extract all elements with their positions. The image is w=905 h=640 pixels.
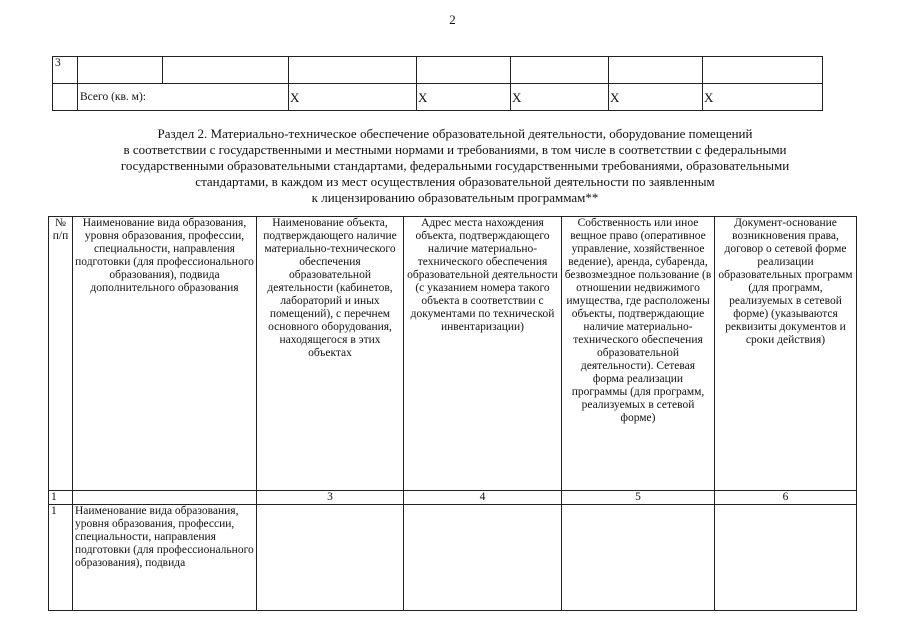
col-header-document: Документ-основание возникновения права, договор о сетевой форме реализации образовательных программ (для программ, реализуемых в сетевой форме) (указываются реквизиты документов и сроки действия) [715,217,857,491]
table-header-row [49,217,857,491]
material-support-table [48,216,857,611]
col-header-program: Наименование вида образования, уровня образования, профессии, специальности, направления подготовки (для профессионального образования), подвида дополнительного образования [73,217,257,491]
row-number: 3 [53,57,78,84]
col-header-object: Наименование объекта, подтверждающего наличие материально-технического обеспечения образовательной деятельности (кабинетов, лабораторий и иных помещений), с перечнем основного оборудования, находящегося в этих объектах [257,217,404,491]
x-mark: Х [289,84,417,111]
table-row [49,505,857,611]
area-summary-table [52,56,823,111]
column-number: 3 [257,491,404,505]
heading-line: в соответствии с государственными и местными нормами и требованиями, в том числе в соответствии с федеральными [123,142,787,157]
col-header-ownership: Собственность или иное вещное право (оперативное управление, хозяйственное ведение), аренда, субаренда, безвозмездное пользование (в отношении недвижимого имущества, где расположены объекты, подтверждающие наличие материально-технического обеспечения образовательной деятельности). Сетевая форма реализации программы (для программ, реализуемых в сетевой форме) [562,217,715,491]
heading-line: стандартами, в каждом из мест осуществления образовательной деятельности по заявленным [195,174,715,189]
row-number: 1 [49,505,73,611]
table-row-total [53,84,823,111]
heading-line: государственными образовательными стандартами, федеральными государственными требованиями, образовательными [120,158,790,173]
column-number: 4 [404,491,562,505]
x-mark: Х [609,84,703,111]
heading-line: к лицензированию образовательным программам** [311,190,599,205]
x-mark: Х [511,84,609,111]
col-header-number: № п/п [49,217,73,491]
x-mark: Х [417,84,511,111]
column-number-row [49,491,857,505]
page-number: 2 [449,12,456,27]
heading-line: Раздел 2. Материально-техническое обеспечение образовательной деятельности, оборудование помещений [157,126,753,141]
row-program-name: Наименование вида образования, уровня образования, профессии, специальности, направления подготовки (для профессионального образования), подвида [73,505,257,611]
total-label: Всего (кв. м): [78,84,289,111]
x-mark: Х [703,84,823,111]
column-number: 5 [562,491,715,505]
section-heading [60,126,850,206]
col-header-address: Адрес места нахождения объекта, подтверждающего наличие материально-технического обеспечения образовательной деятельности (с указанием номера такого объекта в соответствии с документами по технической инвентаризации) [404,217,562,491]
column-number: 6 [715,491,857,505]
table-row [53,57,823,84]
column-number [73,491,257,505]
column-number: 1 [49,491,73,505]
